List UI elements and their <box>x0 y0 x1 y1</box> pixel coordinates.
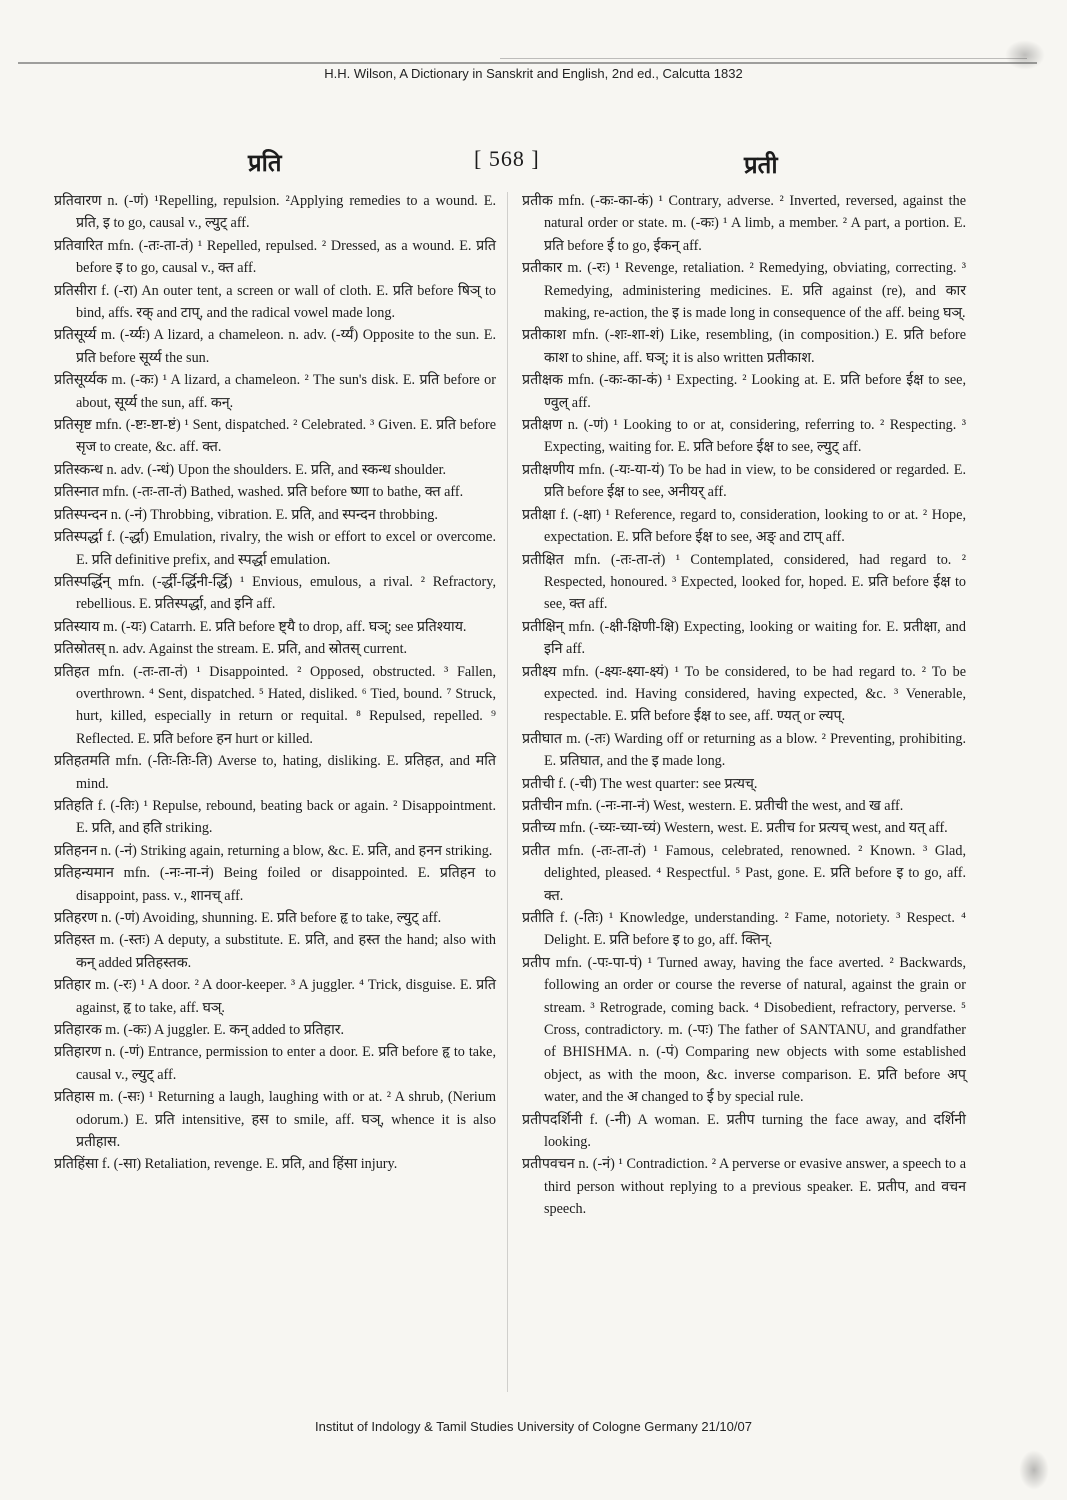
dictionary-entry: प्रतिहास m. (-सः) ¹ Returning a laugh, laughing with or at. ² A shrub, (Nerium odorum.) E. प्रति intensitive, हस to smile, aff. घञ्, whence it is also प्रतीहास. <box>54 1089 496 1151</box>
left-column <box>54 190 496 1176</box>
dictionary-entry: प्रतिहतमति mfn. (-तिः-तिः-ति) Averse to, hating, disliking. E. प्रतिहत, and मति mind. <box>54 753 496 792</box>
dictionary-entry: प्रतीत mfn. (-तः-ता-तं) ¹ Famous, celebrated, renowned. ² Known. ³ Glad, delighted, pleased. ⁴ Respectful. ⁵ Past, gone. E. प्रति before इ to go, aff. क्त. <box>522 842 966 904</box>
scan-edge-line <box>500 58 1027 59</box>
running-head <box>0 146 1067 182</box>
dictionary-entry: प्रतीची f. (-ची) The west quarter: see प्रत्यच्. <box>522 775 758 792</box>
dictionary-entry: प्रतीक्षक mfn. (-कः-का-कं) ¹ Expecting. ² Looking at. E. प्रति before ईक्ष to see, ण्वुल् aff. <box>522 372 966 411</box>
dictionary-entry: प्रतिहस्त m. (-स्तः) A deputy, a substitute. E. प्रति, and हस्त the hand; also with कन् added प्रतिहस्तक. <box>54 932 496 971</box>
running-head-left: प्रति <box>248 151 282 177</box>
dictionary-entry: प्रतिस्पर्द्धा f. (-र्द्धा) Emulation, rivalry, the wish or effort to excel or overcome. E. प्रति definitive prefix, and स्पर्द्धा emulation. <box>54 529 496 568</box>
source-citation: H.H. Wilson, A Dictionary in Sanskrit and English, 2nd ed., Calcutta 1832 <box>324 66 743 81</box>
dictionary-entry: प्रतिसूर्य्य m. (-र्य्यः) A lizard, a chameleon. n. adv. (-र्य्यं) Opposite to the sun. E. प्रति before सूर्य्य the sun. <box>54 327 496 366</box>
dictionary-entry: प्रतिस्पर्द्धिन् mfn. (-र्द्धी-र्द्धिनी-र्द्धि) ¹ Envious, emulous, a rival. ² Refractory, rebellious. E. प्रतिस्पर्द्धा, and इनि aff. <box>54 573 496 613</box>
dictionary-entry: प्रतीक्षित mfn. (-तः-ता-तं) ¹ Contemplated, considered, had regard to. ² Respected, honoured. ³ Expected, looked for, hoped. E. प्रति before ईक्ष to see, क्त aff. <box>522 551 966 613</box>
dictionary-entry: प्रतिहन्यमान mfn. (-नः-ना-नं) Being foiled or disappointed. E. प्रतिहन to disappoint, pass. v., शानच् aff. <box>54 865 496 904</box>
dictionary-entry: प्रतिहत mfn. (-तः-ता-तं) ¹ Disappointed. ² Opposed, obstructed. ³ Fallen, overthrown. ⁴ Sent, dispatched. ⁵ Hated, disliked. ⁶ Tied, bound. ⁷ Struck, hurt, killed, especially in return or requital. ⁸ Repulsed, repelled. ⁹ Reflected. E. प्रति before हन hurt or killed. <box>54 663 496 747</box>
page-number: [ 568 ] <box>474 146 540 171</box>
right-column <box>522 190 966 1221</box>
dictionary-entry: प्रतिसीरा f. (-रा) An outer tent, a screen or wall of cloth. E. प्रति before षिञ् to bind, affs. रक् and टाप्, and the radical vowel made long. <box>54 282 496 322</box>
dictionary-entry: प्रतिसूर्य्यक m. (-कः) ¹ A lizard, a chameleon. ² The sun's disk. E. प्रति before or about, सूर्य्य the sun, aff. कन्. <box>54 372 496 411</box>
dictionary-entry: प्रतीपवचन n. (-नं) ¹ Contradiction. ² A perverse or evasive answer, a speech to a third person without replying to a previous speaker. E. प्रतीप, and वचन speech. <box>522 1156 966 1218</box>
dictionary-entry: प्रतिस्पन्दन n. (-नं) Throbbing, vibration. E. प्रति, and स्पन्दन throbbing. <box>54 506 438 523</box>
dictionary-entry: प्रतिसृष्ट mfn. (-ष्टः-ष्टा-ष्टं) ¹ Sent, dispatched. ² Celebrated. ³ Given. E. प्रति before सृज to create, &c. aff. क्त. <box>54 417 496 456</box>
running-head-right: प्रती <box>744 153 778 179</box>
dictionary-entry: प्रतिस्नात mfn. (-तः-ता-तं) Bathed, washed. प्रति before ष्णा to bathe, क्त aff. <box>54 484 464 501</box>
dictionary-entry: प्रतीच्य mfn. (-च्यः-च्या-च्यं) Western, west. E. प्रतीच for प्रत्यच् west, and यत् aff. <box>522 820 948 837</box>
dictionary-entry: प्रतीक्षण n. (-णं) ¹ Looking to or at, considering, referring to. ² Respecting. ³ Expecting, waiting for. E. प्रति before ईक्ष to see, ल्युट् aff. <box>522 417 966 456</box>
dictionary-entry: प्रतीक्षिन् mfn. (-क्षी-क्षिणी-क्षि) Expecting, looking or waiting for. E. प्रतीक्षा, and इनि aff. <box>522 618 966 658</box>
dictionary-entry: प्रतीघात m. (-तः) Warding off or returning as a blow. ² Preventing, prohibiting. E. प्रतिघात, and the इ made long. <box>522 730 966 770</box>
dictionary-entry: प्रतिस्याय m. (-यः) Catarrh. E. प्रति before ष्ट्यै to drop, aff. घञ्; see प्रतिश्याय. <box>54 618 467 635</box>
dictionary-entry: प्रतीक्ष्य mfn. (-क्ष्यः-क्ष्या-क्ष्यं) ¹ To be considered, to be had regard to. ² To be expected. ind. Having considered, having expected, &c. ³ Venerable, respectable. E. प्रति before ईक्ष to see, aff. ण्यत् or ल्यप्. <box>522 663 966 725</box>
dictionary-entry: प्रतीकार m. (-रः) ¹ Revenge, retaliation. ² Remedying, obviating, correcting. ³ Remedying, administering medicines. E. प्रति against (re), and कार making, re-action, the इ is made long in consequence of the aff. being घञ्. <box>522 260 966 322</box>
dictionary-entry: प्रतीपदर्शिनी f. (-नी) A woman. E. प्रतीप turning the face away, and दर्शिनी looking. <box>522 1111 966 1151</box>
dictionary-entry: प्रतीक्षणीय mfn. (-यः-या-यं) To be had in view, to be considered or regarded. E. प्रति before ईक्ष to see, अनीयर् aff. <box>522 461 966 501</box>
dictionary-entry: प्रतिवारण n. (-णं) ¹Repelling, repulsion. ²Applying remedies to a wound. E. प्रति, इ to go, causal v., ल्युट् aff. <box>54 193 496 232</box>
dictionary-entry: प्रतिहनन n. (-नं) Striking again, returning a blow, &c. E. प्रति, and हनन striking. <box>54 842 493 859</box>
scan-edge-line <box>18 62 1037 64</box>
dictionary-entry: प्रतिहार m. (-रः) ¹ A door. ² A door-keeper. ³ A juggler. ⁴ Trick, disguise. E. प्रति against, हृ to take, aff. घञ्. <box>54 977 496 1016</box>
scan-smudge <box>1019 1450 1049 1490</box>
dictionary-entry: प्रतीचीन mfn. (-नः-ना-नं) West, western. E. प्रतीची the west, and ख aff. <box>522 797 904 814</box>
dictionary-entry: प्रतिहिंसा f. (-सा) Retaliation, revenge. E. प्रति, and हिंसा injury. <box>54 1156 398 1173</box>
dictionary-entry: प्रतीक्षा f. (-क्षा) ¹ Reference, regard to, consideration, looking to or at. ² Hope, expectation. E. प्रति before ईक्ष to see, अङ् and टाप् aff. <box>522 506 966 546</box>
dictionary-entry: प्रतिहति f. (-तिः) ¹ Repulse, rebound, beating back or again. ² Disappointment. E. प्रति, and हति striking. <box>54 797 496 837</box>
dictionary-entry: प्रतीक mfn. (-कः-का-कं) ¹ Contrary, adverse. ² Inverted, reversed, against the natural order or state. m. (-कः) ¹ A limb, a member. ² A part, a portion. E. प्रति before ई to go, ईकन् aff. <box>522 193 966 254</box>
dictionary-entry: प्रतिहरण n. (-णं) Avoiding, shunning. E. प्रति before हृ to take, ल्युट् aff. <box>54 910 442 926</box>
dictionary-entry: प्रतीति f. (-तिः) ¹ Knowledge, understanding. ² Fame, notoriety. ³ Respect. ⁴ Delight. E. प्रति before इ to go, aff. क्तिन्. <box>522 910 966 949</box>
dictionary-entry: प्रतिवारित mfn. (-तः-ता-तं) ¹ Repelled, repulsed. ² Dressed, as a wound. E. प्रति before इ to go, causal v., क्त aff. <box>54 237 496 277</box>
dictionary-entry: प्रतीप mfn. (-पः-पा-पं) ¹ Turned away, having the face averted. ² Backwards, following an order or course the reverse of natural, against the grain or stream. ³ Retrograde, coming back. ⁴ Disobedient, refractory, perverse. ⁵ Cross, contradictory. m. (-पः) The father of SANTANU, and grandfather of BHISHMA. n. (-पं) Comparing new objects with some established object, as with the moon, &c. inverse comparison. E. प्रति before अप् water, and the अ changed to ई by special rule. <box>522 954 966 1106</box>
dictionary-entry: प्रतिहारक m. (-कः) A juggler. E. कन् added to प्रतिहार. <box>54 1022 345 1039</box>
dictionary-entry: प्रतिस्कन्ध n. adv. (-न्धं) Upon the shoulders. E. प्रति, and स्कन्ध shoulder. <box>54 461 447 478</box>
dictionary-entry: प्रतीकाश mfn. (-शः-शा-शं) Like, resembling, (in composition.) E. प्रति before काश to shine, aff. घञ्; it is also written प्रतीकाश. <box>522 327 966 366</box>
column-divider <box>507 192 508 1392</box>
digitization-credit: Institut of Indology & Tamil Studies University of Cologne Germany 21/10/07 <box>315 1419 752 1434</box>
dictionary-entry: प्रतिहारण n. (-णं) Entrance, permission to enter a door. E. प्रति before हृ to take, causal v., ल्युट् aff. <box>54 1044 496 1083</box>
dictionary-entry: प्रतिस्रोतस् n. adv. Against the stream. E. प्रति, and स्रोतस् current. <box>54 641 408 658</box>
